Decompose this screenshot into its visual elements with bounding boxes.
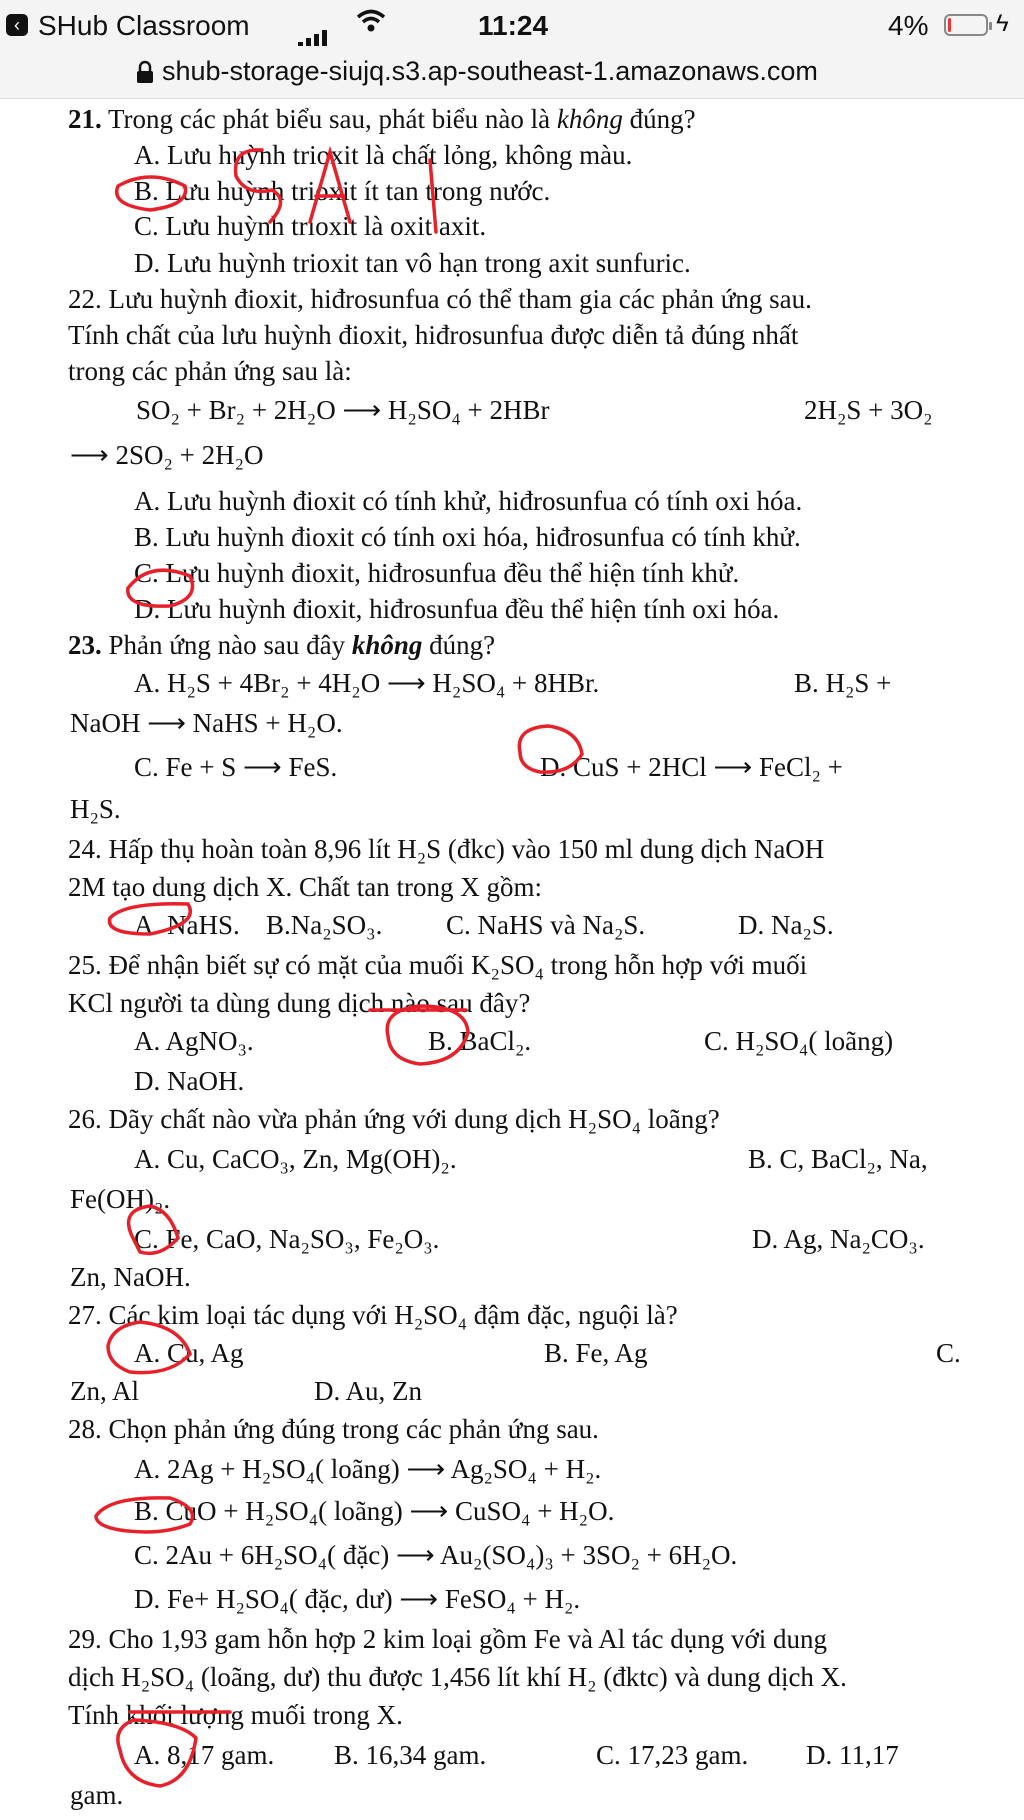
q26-option-a: A. Cu, CaCO₃, Zn, Mg(OH)₂. [134,1144,457,1174]
question-22-line1: 22. Lưu huỳnh đioxit, hiđrosunfua có thể tham gia các phản ứng sau. [68,284,812,314]
q29-option-d-part2: gam. [70,1780,124,1810]
q22-option-b: B. Lưu huỳnh đioxit có tính oxi hóa, hiđrosunfua có tính khử. [134,522,801,552]
url-text[interactable]: shub-storage-siujq.s3.ap-southeast-1.amazonaws.com [162,56,818,86]
question-24-line1: 24. Hấp thụ hoàn toàn 8,96 lít H₂S (đkc) vào 150 ml dung dịch NaOH [68,834,825,864]
q26-option-b-part2: Fe(OH)₂. [70,1184,171,1214]
q29-option-a: A. 8,17 gam. [134,1740,275,1770]
q27-option-a: A. Cu, Ag [134,1338,244,1368]
q25-option-c: C. H₂SO₄( loãng) [704,1026,894,1056]
url-bar[interactable] [0,46,1024,99]
question-23: 23. Phản ứng nào sau đây không đúng? [68,630,496,660]
back-to-app-icon[interactable]: ‹ [6,14,28,36]
question-29-line2: dịch H₂SO₄ (loãng, dư) thu được 1,456 lít khí H₂ (đktc) và dung dịch X. [68,1662,847,1692]
q27-option-d: D. Au, Zn [314,1376,422,1406]
question-22-line3: trong các phản ứng sau là: [68,356,352,386]
battery-percent: 4% [888,10,929,41]
q23-option-d-part2: H₂S. [70,794,121,824]
q24-option-a: A. NaHS. [134,910,240,940]
q26-option-b-part1: B. C, BaCl₂, Na, [748,1144,928,1174]
q23-option-b-part2: NaOH ⟶ NaHS + H₂O. [70,708,343,738]
q23-option-d-part1: D. CuS + 2HCl ⟶ FeCl₂ + [540,752,843,782]
question-25-line2: KCl người ta dùng dung dịch nào sau đây? [68,988,531,1018]
q27-option-c-part2: Zn, Al [70,1376,140,1406]
q28-option-b: B. CuO + H₂SO₄( loãng) ⟶ CuSO₄ + H₂O. [134,1496,615,1526]
question-29-line1: 29. Cho 1,93 gam hỗn hợp 2 kim loại gồm Fe và Al tác dụng với dung [68,1624,828,1654]
q25-option-a: A. AgNO₃. [134,1026,254,1056]
q26-option-c: C. Fe, CaO, Na₂SO₃, Fe₂O₃. [134,1224,440,1254]
question-21: 21. Trong các phát biểu sau, phát biểu nào là không đúng? [68,104,696,134]
q23-option-a: A. H₂S + 4Br₂ + 4H₂O ⟶ H₂SO₄ + 8HBr. [134,668,600,698]
q22-option-c: C. Lưu huỳnh đioxit, hiđrosunfua đều thể hiện tính khử. [134,558,740,588]
q22-equation-1: SO₂ + Br₂ + 2H₂O ⟶ H₂SO₄ + 2HBr [136,395,550,425]
q21-option-b: B. Lưu huỳnh trioxit ít tan trong nước. [134,176,551,206]
q24-option-c: C. NaHS và Na₂S. [446,910,646,940]
question-26: 26. Dãy chất nào vừa phản ứng với dung dịch H₂SO₄ loãng? [68,1104,720,1134]
q22-option-d: D. Lưu huỳnh đioxit, hiđrosunfua đều thể hiện tính oxi hóa. [134,594,780,624]
question-22-line2: Tính chất của lưu huỳnh đioxit, hiđrosunfua được diễn tả đúng nhất [68,320,799,350]
q24-option-d: D. Na₂S. [738,910,834,940]
q23-option-c: C. Fe + S ⟶ FeS. [134,752,338,782]
q26-option-d-part1: D. Ag, Na₂CO₃. [752,1224,925,1254]
q23-option-b-part1: B. H₂S + [794,668,892,698]
question-29-line3: Tính khối lượng muối trong X. [68,1700,403,1730]
document-page [0,98,1024,1820]
q29-option-c: C. 17,23 gam. [596,1740,749,1770]
lock-icon [136,60,154,91]
charging-icon: ϟ [996,10,1009,37]
clock: 11:24 [478,10,549,41]
question-27: 27. Các kim loại tác dụng với H₂SO₄ đậm đặc, nguội là? [68,1300,678,1330]
q21-option-c: C. Lưu huỳnh trioxit là oxit axit. [134,211,487,241]
battery-icon [944,14,988,36]
q25-option-b: B. BaCl₂. [428,1026,532,1056]
q21-option-d: D. Lưu huỳnh trioxit tan vô hạn trong axit sunfuric. [134,248,691,278]
q26-option-d-part2: Zn, NaOH. [70,1262,191,1292]
q24-option-b: B.Na₂SO₃. [266,910,383,940]
q27-option-c-part1: C. [936,1338,961,1368]
q22-equation-2a: 2H₂S + 3O₂ [804,395,933,425]
q25-option-d: D. NaOH. [134,1066,245,1096]
q28-option-d: D. Fe+ H₂SO₄( đặc, dư) ⟶ FeSO₄ + H₂. [134,1584,581,1614]
q28-option-c: C. 2Au + 6H₂SO₄( đặc) ⟶ Au₂(SO₄)₃ + 3SO₂ + 6H₂O. [134,1540,738,1570]
q22-option-a: A. Lưu huỳnh đioxit có tính khử, hiđrosunfua có tính oxi hóa. [134,486,803,516]
q28-option-a: A. 2Ag + H₂SO₄( loãng) ⟶ Ag₂SO₄ + H₂. [134,1454,602,1484]
q29-option-d-part1: D. 11,17 [806,1740,899,1770]
wifi-icon [356,8,386,41]
q21-option-a: A. Lưu huỳnh trioxit là chất lỏng, không màu. [134,140,633,170]
question-28: 28. Chọn phản ứng đúng trong các phản ứng sau. [68,1414,599,1444]
back-app-label[interactable]: SHub Classroom [38,10,250,41]
q22-equation-2b: ⟶ 2SO₂ + 2H₂O [70,440,264,470]
q29-option-b: B. 16,34 gam. [334,1740,487,1770]
question-24-line2: 2M tạo dung dịch X. Chất tan trong X gồm: [68,872,542,902]
q27-option-b: B. Fe, Ag [544,1338,648,1368]
question-25-line1: 25. Để nhận biết sự có mặt của muối K₂SO₄ trong hỗn hợp với muối [68,950,808,980]
